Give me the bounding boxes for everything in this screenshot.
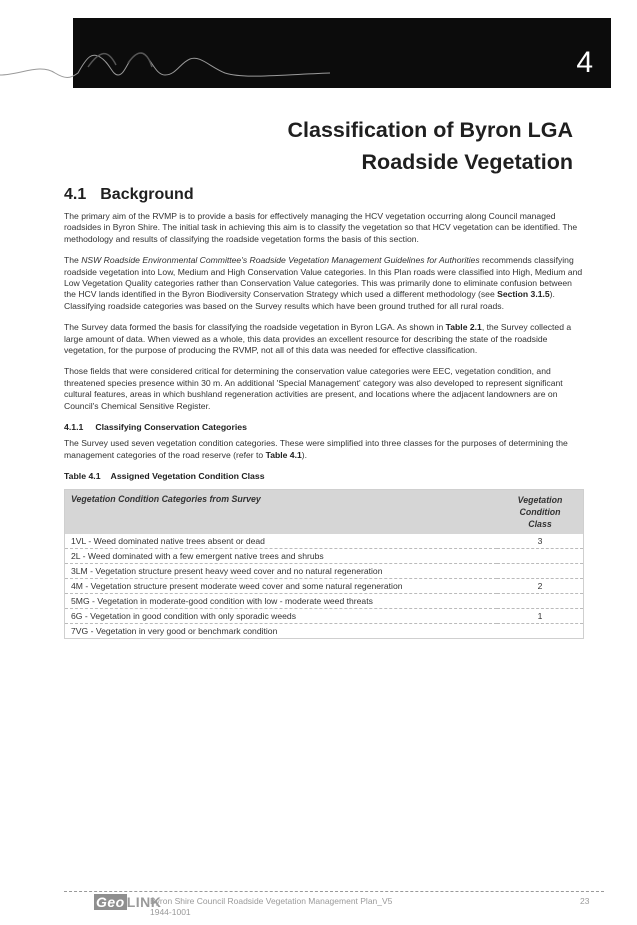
chapter-title-line1: Classification of Byron LGA bbox=[287, 118, 573, 142]
table-cell-category: 7VG - Vegetation in very good or benchmark condition bbox=[65, 623, 498, 638]
table-row bbox=[65, 563, 584, 578]
decorative-wave-icon bbox=[0, 45, 330, 105]
table-cell-class: 3 bbox=[497, 534, 584, 549]
table-cell-class bbox=[497, 623, 584, 638]
table-caption bbox=[64, 471, 584, 481]
paragraph-3-text-a: The Survey data formed the basis for classifying the roadside vegetation in Byron LGA. As shown in bbox=[64, 322, 446, 333]
table-header-class-line1: Vegetation bbox=[517, 494, 563, 505]
footer-doc-number: 1944-1001 bbox=[150, 907, 191, 917]
table-cell-class bbox=[497, 593, 584, 608]
table-4-1-reference: Table 4.1 bbox=[265, 449, 302, 460]
section-title: Background bbox=[100, 186, 194, 203]
table-header-row bbox=[65, 489, 584, 534]
paragraph-3-text-b: , the Survey collected a large amount of data. When viewed as a whole, this data provides an excellent resource for describing the state of the roadside vegetation, for the purpose of producing the RVMP, not all of this data was needed for effective classification. bbox=[64, 322, 572, 356]
section-heading bbox=[64, 186, 584, 204]
paragraph-5 bbox=[64, 438, 584, 461]
subsection-heading bbox=[64, 422, 584, 432]
table-caption-title: Assigned Vegetation Condition Class bbox=[110, 470, 265, 481]
table-cell-category: 4M - Vegetation structure present moderate weed cover and some natural regeneration bbox=[65, 578, 498, 593]
footer-doc-title: Byron Shire Council Roadside Vegetation Management Plan_V5 bbox=[150, 896, 393, 906]
table-cell-class bbox=[497, 563, 584, 578]
table-header-class-line3: Class bbox=[528, 518, 552, 529]
table-cell-class bbox=[497, 548, 584, 563]
main-content bbox=[64, 186, 584, 639]
vegetation-condition-table bbox=[64, 489, 584, 639]
guidelines-title: NSW Roadside Environmental Committee's Roadside Vegetation Management Guidelines for Authorities bbox=[81, 255, 480, 266]
table-header-class bbox=[497, 489, 584, 534]
paragraph-1: The primary aim of the RVMP is to provide a basis for effectively managing the HCV vegetation occurring along Council managed roadsides in Byron Shire. The initial task in achieving this aim is to classify the vegetation so that HCV vegetation can be identified. The methodology and results of classifying the roadside vegetation forms the basis of this section. bbox=[64, 211, 578, 244]
table-reference: Table 2.1 bbox=[445, 322, 482, 333]
section-number: 4.1 bbox=[64, 186, 87, 203]
table-header-categories: Vegetation Condition Categories from Survey bbox=[65, 489, 498, 534]
table-row bbox=[65, 608, 584, 623]
table-cell-class: 1 bbox=[497, 608, 584, 623]
chapter-title bbox=[153, 114, 573, 178]
paragraph-5-text-a: The Survey used seven vegetation condition categories. These were simplified into three classes for the purposes of determining the management categories of the road reserve (refer to bbox=[64, 438, 568, 460]
table-header-class-line2: Condition bbox=[519, 506, 561, 517]
table-cell-class: 2 bbox=[497, 578, 584, 593]
paragraph-2-text-a: The bbox=[64, 255, 82, 266]
section-reference: Section 3.1.5 bbox=[497, 289, 550, 300]
logo-geo-text: Geo bbox=[96, 894, 125, 910]
paragraph-2 bbox=[64, 255, 584, 312]
logo-link-text: LINK bbox=[126, 894, 162, 910]
paragraph-4: Those fields that were considered critical for determining the conservation value categories were EEC, vegetation condition, and threatened species presence within 30 m. An additional 'Special Management' category was also developed to represent significant cultural features, areas in which bushland regeneration activities are present, and locations where the adjacent landowners are on Council's Chemical Sensitive Register. bbox=[64, 366, 563, 411]
footer-document-info bbox=[150, 896, 392, 918]
table-row bbox=[65, 593, 584, 608]
table-row bbox=[65, 548, 584, 563]
table-cell-category: 6G - Vegetation in good condition with only sporadic weeds bbox=[65, 608, 498, 623]
paragraph-3 bbox=[64, 322, 584, 356]
chapter-number: 4 bbox=[576, 46, 593, 79]
paragraph-2-text-c: ). Classifying roadside categories was based on the Survey results which have been ground truthed for all rural roads. bbox=[64, 289, 555, 311]
table-row bbox=[65, 578, 584, 593]
table-cell-category: 1VL - Weed dominated native trees absent or dead bbox=[65, 534, 498, 549]
table-cell-category: 5MG - Vegetation in moderate-good condition with low - moderate weed threats bbox=[65, 593, 498, 608]
subsection-title: Classifying Conservation Categories bbox=[95, 422, 247, 433]
subsection-number: 4.1.1 bbox=[64, 422, 84, 433]
table-cell-category: 3LM - Vegetation structure present heavy weed cover and no natural regeneration bbox=[65, 563, 498, 578]
table-caption-number: Table 4.1 bbox=[64, 470, 101, 481]
paragraph-2-text-b: recommends classifying roadside vegetation into Low, Medium and High Conservation Value categories. In this Plan roads were classified into High, Medium and Low Vegetation Quality categories rather than Conservation Value categories. This was primarily done to eliminate confusion between the HCV lands identified in the Byron Biodiversity Conservation Strategy which used a different methodology (see bbox=[64, 255, 583, 300]
table-row bbox=[65, 534, 584, 549]
footer-divider bbox=[64, 891, 604, 892]
page-number: 23 bbox=[580, 896, 590, 906]
table-row bbox=[65, 623, 584, 638]
table-cell-category: 2L - Weed dominated with a few emergent native trees and shrubs bbox=[65, 548, 498, 563]
paragraph-5-text-b: ). bbox=[301, 449, 307, 460]
chapter-title-line2: Roadside Vegetation bbox=[361, 150, 573, 174]
